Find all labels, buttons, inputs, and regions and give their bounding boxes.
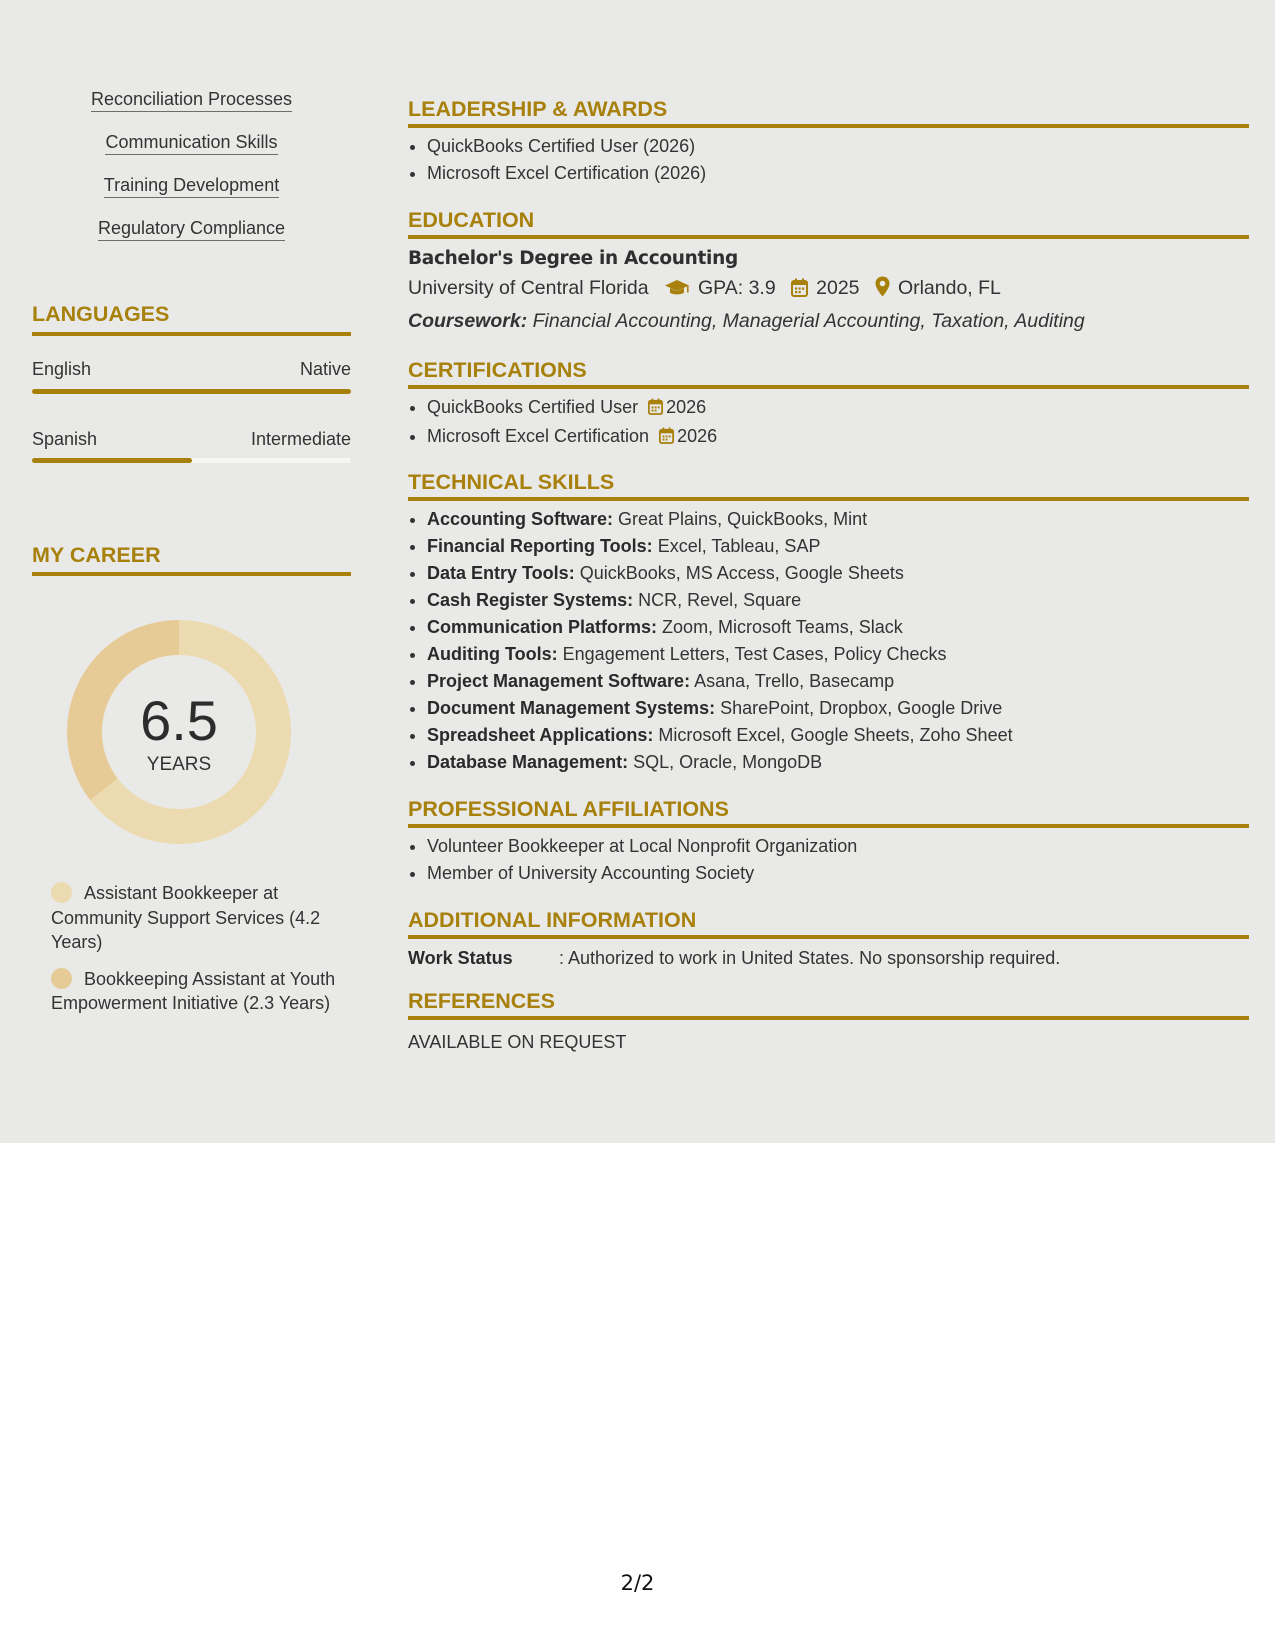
career-donut-center [67,620,291,844]
skill-tag-list [32,88,351,260]
skill-tag: Training Development [104,174,279,198]
work-status-label: Work Status [408,948,513,968]
certification-year: 2026 [666,397,707,417]
references-rule [408,1016,1249,1020]
skill-tag: Reconciliation Processes [91,88,292,112]
list-item [427,394,1249,423]
skill-category: Spreadsheet Applications: [427,725,654,745]
graduation-cap-icon [664,276,690,306]
skill-category: Database Management: [427,752,629,772]
affiliations-heading: PROFESSIONAL AFFILIATIONS [408,797,729,821]
career-legend-item [51,881,341,955]
references-text: AVAILABLE ON REQUEST [408,1032,627,1052]
skill-values: Excel, Tableau, SAP [657,536,821,556]
language-level: Native [299,359,351,379]
career-legend-label: Bookkeeping Assistant at Youth Empowerment Initiative (2.3 Years) [51,968,336,1013]
list-item [427,533,1249,560]
calendar-icon [659,425,674,452]
list-item [427,560,1249,587]
list-item [427,423,1249,452]
technical-skills-rule [408,497,1249,501]
leadership-section [408,96,1249,187]
leadership-rule [408,124,1249,128]
coursework-label: Coursework: [408,310,528,332]
certification-name: QuickBooks Certified User [427,397,639,417]
education-school: University of Central Florida [408,277,649,299]
career-legend-dot [51,968,72,989]
work-status-row [408,946,1249,970]
skill-category: Auditing Tools: [427,644,558,664]
skill-values: SQL, Oracle, MongoDB [633,752,823,772]
skill-category: Financial Reporting Tools: [427,536,653,556]
certification-year: 2026 [677,426,718,446]
skill-category: Project Management Software: [427,671,691,691]
skill-values: Asana, Trello, Basecamp [694,671,895,691]
education-heading: EDUCATION [408,208,535,232]
additional-info-section [408,907,1249,970]
technical-skills-heading: TECHNICAL SKILLS [408,470,615,494]
career-total-years: 6.5 [140,689,218,752]
list-item [427,587,1249,614]
career-legend-item [51,967,341,1016]
skill-values: NCR, Revel, Square [638,590,802,610]
certifications-rule [408,385,1249,389]
affiliations-list [408,833,1249,887]
references-section [408,988,1249,1054]
list-item [427,614,1249,641]
skill-values: Zoom, Microsoft Teams, Slack [662,617,903,637]
career-total-unit: YEARS [146,754,212,775]
education-rule [408,235,1249,239]
education-degree: Bachelor's Degree in Accounting [408,248,738,269]
languages-rule [32,332,351,336]
career-rule [32,572,351,576]
language-bar-fill [32,458,192,463]
skill-values: QuickBooks, MS Access, Google Sheets [579,563,904,583]
calendar-icon [648,396,663,423]
certifications-heading: CERTIFICATIONS [408,358,587,382]
career-heading: MY CAREER [32,543,161,567]
page-number: 2/2 [620,1571,655,1595]
education-location: Orlando, FL [897,277,1001,299]
skill-category: Cash Register Systems: [427,590,634,610]
language-bar-english [32,389,351,394]
career-legend-label: Assistant Bookkeeper at Community Support Services (4.2 Years) [51,883,321,952]
additional-info-heading: ADDITIONAL INFORMATION [408,908,697,932]
list-item [427,506,1249,533]
skill-category: Accounting Software: [427,509,614,529]
language-level: Intermediate [250,429,351,449]
affiliations-rule [408,824,1249,828]
references-heading: REFERENCES [408,989,555,1013]
skill-category: Data Entry Tools: [427,563,575,583]
list-item [427,668,1249,695]
calendar-icon [791,276,808,306]
education-coursework [408,306,1249,336]
list-item [427,749,1249,776]
skill-tag: Regulatory Compliance [98,217,285,241]
list-item [427,695,1249,722]
list-item [427,641,1249,668]
skill-values: SharePoint, Dropbox, Google Drive [720,698,1003,718]
list-item: • Microsoft Excel Certification (2026) [427,160,1249,187]
location-pin-icon [875,276,890,306]
affiliations-section [408,796,1249,887]
certifications-list [408,394,1249,452]
skill-values: Engagement Letters, Test Cases, Policy Checks [562,644,947,664]
list-item: • Volunteer Bookkeeper at Local Nonprofit Organization [427,833,1249,860]
certifications-section [408,357,1249,452]
career-legend-dot [51,882,72,903]
skill-category: Document Management Systems: [427,698,716,718]
career-legend [51,881,341,1028]
list-item [427,722,1249,749]
language-name: English [32,359,92,379]
technical-skills-section [408,469,1249,776]
skill-values: Microsoft Excel, Google Sheets, Zoho Sheet [658,725,1013,745]
additional-info-rule [408,935,1249,939]
education-gpa: GPA: 3.9 [698,277,776,299]
education-section [408,207,1249,336]
certification-name: Microsoft Excel Certification [427,426,650,446]
language-bar-spanish [32,458,351,463]
list-item: • QuickBooks Certified User (2026) [427,133,1249,160]
technical-skills-list [408,506,1249,776]
coursework-value: Financial Accounting, Managerial Accounting, Taxation, Auditing [532,310,1085,332]
work-status-value: : Authorized to work in United States. No sponsorship required. [559,948,1061,968]
education-year: 2025 [816,277,860,299]
leadership-heading: LEADERSHIP & AWARDS [408,97,668,121]
leadership-list [408,133,1249,187]
list-item: • Member of University Accounting Society [427,860,1249,887]
language-bar-fill [32,389,351,394]
skill-tag: Communication Skills [105,131,277,155]
skill-category: Communication Platforms: [427,617,658,637]
languages-heading: LANGUAGES [32,302,170,326]
language-name: Spanish [32,429,98,449]
skill-values: Great Plains, QuickBooks, Mint [618,509,868,529]
education-details [408,273,1249,306]
